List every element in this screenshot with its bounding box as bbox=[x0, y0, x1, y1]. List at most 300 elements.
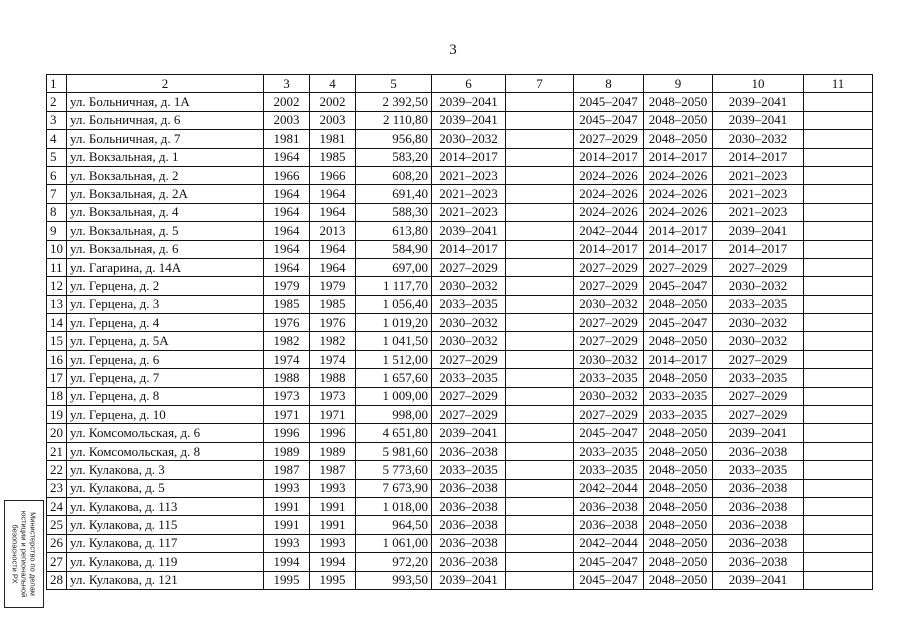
table-row bbox=[47, 185, 873, 203]
table-cell: 2042–2044 bbox=[574, 222, 644, 240]
registration-stamp bbox=[4, 500, 44, 608]
table-cell: 2014–2017 bbox=[644, 350, 713, 368]
table-cell bbox=[804, 111, 873, 129]
table-cell: 2027–2029 bbox=[713, 387, 804, 405]
table-cell: 2045–2047 bbox=[574, 571, 644, 589]
table-cell: 2045–2047 bbox=[644, 277, 713, 295]
table-cell: 2036–2038 bbox=[432, 442, 506, 460]
table-cell: 2036–2038 bbox=[713, 516, 804, 534]
table-cell: 1 009,00 bbox=[356, 387, 432, 405]
table-row bbox=[47, 516, 873, 534]
table-cell: 4 bbox=[47, 130, 67, 148]
table-cell: 2027–2029 bbox=[574, 130, 644, 148]
housing-registry-table bbox=[46, 74, 873, 590]
table-cell: 1995 bbox=[264, 571, 310, 589]
table-cell: 2048–2050 bbox=[644, 130, 713, 148]
table-cell: 2036–2038 bbox=[432, 516, 506, 534]
table-row bbox=[47, 534, 873, 552]
table-cell: 972,20 bbox=[356, 553, 432, 571]
table-cell: ул. Кулакова, д. 121 bbox=[67, 571, 264, 589]
table-cell: 2036–2038 bbox=[432, 553, 506, 571]
table-cell: 2048–2050 bbox=[644, 534, 713, 552]
table-cell: ул. Герцена, д. 5А bbox=[67, 332, 264, 350]
table-cell bbox=[804, 369, 873, 387]
table-cell: 691,40 bbox=[356, 185, 432, 203]
table-cell: 1995 bbox=[310, 571, 356, 589]
table-cell: 2 392,50 bbox=[356, 93, 432, 111]
table-cell: 998,00 bbox=[356, 406, 432, 424]
table-cell: 2033–2035 bbox=[574, 369, 644, 387]
table-cell: 2014–2017 bbox=[713, 148, 804, 166]
table-cell: 1988 bbox=[264, 369, 310, 387]
table-cell bbox=[506, 295, 574, 313]
table-cell: 2021–2023 bbox=[432, 203, 506, 221]
table-cell bbox=[506, 350, 574, 368]
table-cell: 1973 bbox=[310, 387, 356, 405]
table-cell: 22 bbox=[47, 461, 67, 479]
table-cell: 1993 bbox=[310, 479, 356, 497]
table-cell bbox=[506, 461, 574, 479]
table-cell: ул. Герцена, д. 8 bbox=[67, 387, 264, 405]
table-cell: ул. Кулакова, д. 115 bbox=[67, 516, 264, 534]
table-cell: 2027–2029 bbox=[432, 350, 506, 368]
header-cell: 7 bbox=[506, 75, 574, 93]
table-cell: 2039–2041 bbox=[432, 93, 506, 111]
table-cell: 2024–2026 bbox=[574, 166, 644, 184]
table-cell: 1971 bbox=[310, 406, 356, 424]
table-cell: 2048–2050 bbox=[644, 461, 713, 479]
table-cell: 2036–2038 bbox=[432, 479, 506, 497]
table-cell: 2014–2017 bbox=[644, 148, 713, 166]
table-cell: 1991 bbox=[264, 497, 310, 515]
table-cell: 1993 bbox=[264, 534, 310, 552]
table-cell: 2039–2041 bbox=[713, 111, 804, 129]
table-cell: 4 651,80 bbox=[356, 424, 432, 442]
table-cell: ул. Герцена, д. 3 bbox=[67, 295, 264, 313]
table-cell: 1974 bbox=[310, 350, 356, 368]
table-cell: 18 bbox=[47, 387, 67, 405]
table-cell: 2033–2035 bbox=[432, 295, 506, 313]
table-cell: ул. Кулакова, д. 3 bbox=[67, 461, 264, 479]
table-cell: 13 bbox=[47, 295, 67, 313]
table-cell: 2027–2029 bbox=[574, 406, 644, 424]
table-cell: 1981 bbox=[310, 130, 356, 148]
header-cell: 3 bbox=[264, 75, 310, 93]
table-cell: 8 bbox=[47, 203, 67, 221]
table-cell: 21 bbox=[47, 442, 67, 460]
table-cell: 2013 bbox=[310, 222, 356, 240]
table-cell: 1994 bbox=[310, 553, 356, 571]
table-cell: 2036–2038 bbox=[432, 497, 506, 515]
table-cell: ул. Вокзальная, д. 2 bbox=[67, 166, 264, 184]
table-row bbox=[47, 369, 873, 387]
table-cell: 2030–2032 bbox=[713, 277, 804, 295]
table-cell: 2042–2044 bbox=[574, 479, 644, 497]
table-cell: 2039–2041 bbox=[713, 424, 804, 442]
table-cell: 26 bbox=[47, 534, 67, 552]
table-row bbox=[47, 295, 873, 313]
table-cell: 2048–2050 bbox=[644, 424, 713, 442]
table-row bbox=[47, 424, 873, 442]
table-cell: 1991 bbox=[264, 516, 310, 534]
table-cell: 2033–2035 bbox=[432, 369, 506, 387]
table-cell bbox=[506, 516, 574, 534]
table-cell: ул. Вокзальная, д. 1 bbox=[67, 148, 264, 166]
table-cell: 1 041,50 bbox=[356, 332, 432, 350]
table-cell: 2033–2035 bbox=[713, 369, 804, 387]
stamp-text bbox=[11, 502, 38, 606]
table-cell: 2039–2041 bbox=[432, 571, 506, 589]
table-cell: ул. Комсомольская, д. 6 bbox=[67, 424, 264, 442]
table-cell bbox=[804, 93, 873, 111]
table-cell: ул. Кулакова, д. 117 bbox=[67, 534, 264, 552]
table-cell: 2 bbox=[47, 93, 67, 111]
table-cell: 697,00 bbox=[356, 258, 432, 276]
table-cell: 1979 bbox=[264, 277, 310, 295]
table-cell: 2027–2029 bbox=[713, 406, 804, 424]
table-cell bbox=[804, 479, 873, 497]
table-cell bbox=[804, 185, 873, 203]
table-cell: 1991 bbox=[310, 516, 356, 534]
table-cell: ул. Герцена, д. 10 bbox=[67, 406, 264, 424]
table-cell: 2014–2017 bbox=[644, 240, 713, 258]
table-cell: 2027–2029 bbox=[574, 314, 644, 332]
table-cell bbox=[804, 571, 873, 589]
page-number: 3 bbox=[449, 42, 457, 58]
table-row bbox=[47, 406, 873, 424]
table-cell: 1987 bbox=[264, 461, 310, 479]
table-cell: 2027–2029 bbox=[574, 332, 644, 350]
table-cell: 1973 bbox=[264, 387, 310, 405]
table-cell: ул. Вокзальная, д. 6 bbox=[67, 240, 264, 258]
table-cell: ул. Комсомольская, д. 8 bbox=[67, 442, 264, 460]
table-cell: 2045–2047 bbox=[574, 553, 644, 571]
table-cell: 2024–2026 bbox=[644, 166, 713, 184]
table-cell bbox=[804, 166, 873, 184]
stamp-line: юстиции и региональной bbox=[19, 510, 29, 598]
table-cell: 1 019,20 bbox=[356, 314, 432, 332]
table-cell bbox=[506, 166, 574, 184]
table-row bbox=[47, 148, 873, 166]
table-cell: 1964 bbox=[264, 148, 310, 166]
table-cell bbox=[804, 534, 873, 552]
table-cell: 2027–2029 bbox=[574, 277, 644, 295]
table-cell bbox=[804, 295, 873, 313]
table-cell bbox=[506, 222, 574, 240]
table-cell: 1985 bbox=[310, 148, 356, 166]
table-cell: 2027–2029 bbox=[713, 350, 804, 368]
table-cell: 964,50 bbox=[356, 516, 432, 534]
table-cell: 2014–2017 bbox=[644, 222, 713, 240]
table-cell: 1 512,00 bbox=[356, 350, 432, 368]
table-cell: 1985 bbox=[264, 295, 310, 313]
table-cell: 2033–2035 bbox=[713, 461, 804, 479]
table-row bbox=[47, 203, 873, 221]
header-cell: 8 bbox=[574, 75, 644, 93]
table-cell: ул. Вокзальная, д. 2А bbox=[67, 185, 264, 203]
table-cell: 1971 bbox=[264, 406, 310, 424]
table-cell: 1989 bbox=[310, 442, 356, 460]
table-cell: 2036–2038 bbox=[713, 497, 804, 515]
table-cell: 2030–2032 bbox=[574, 387, 644, 405]
table-cell: 2014–2017 bbox=[432, 240, 506, 258]
table-row bbox=[47, 571, 873, 589]
table-cell: 2003 bbox=[264, 111, 310, 129]
table-cell bbox=[506, 387, 574, 405]
table-cell bbox=[506, 314, 574, 332]
table-cell bbox=[804, 406, 873, 424]
table-cell: 1985 bbox=[310, 295, 356, 313]
table-cell: 2024–2026 bbox=[574, 185, 644, 203]
table-cell: 1988 bbox=[310, 369, 356, 387]
table-cell bbox=[506, 406, 574, 424]
table-cell: 2036–2038 bbox=[713, 479, 804, 497]
table-cell: 993,50 bbox=[356, 571, 432, 589]
table-cell: 1 117,70 bbox=[356, 277, 432, 295]
table-cell: 10 bbox=[47, 240, 67, 258]
table-cell bbox=[804, 148, 873, 166]
table-cell: 7 bbox=[47, 185, 67, 203]
table-cell: 613,80 bbox=[356, 222, 432, 240]
table-cell: 1964 bbox=[264, 258, 310, 276]
table-cell: 1966 bbox=[264, 166, 310, 184]
table-cell: 12 bbox=[47, 277, 67, 295]
table-cell bbox=[506, 424, 574, 442]
table-cell: 9 bbox=[47, 222, 67, 240]
table-cell: 1964 bbox=[310, 185, 356, 203]
table-cell: ул. Герцена, д. 7 bbox=[67, 369, 264, 387]
table-cell: 23 bbox=[47, 479, 67, 497]
table-cell bbox=[804, 497, 873, 515]
table-cell: 14 bbox=[47, 314, 67, 332]
table-cell bbox=[506, 442, 574, 460]
table-cell: 2021–2023 bbox=[432, 185, 506, 203]
table-cell bbox=[506, 479, 574, 497]
table-cell: 1982 bbox=[264, 332, 310, 350]
header-cell: 2 bbox=[67, 75, 264, 93]
table-cell: 2024–2026 bbox=[644, 203, 713, 221]
table-cell: 2030–2032 bbox=[713, 332, 804, 350]
table-row bbox=[47, 461, 873, 479]
table-cell: 1989 bbox=[264, 442, 310, 460]
table-cell: ул. Герцена, д. 6 bbox=[67, 350, 264, 368]
table-cell: 1994 bbox=[264, 553, 310, 571]
table-cell: 1964 bbox=[264, 240, 310, 258]
table-cell: 1 657,60 bbox=[356, 369, 432, 387]
table-cell: 2027–2029 bbox=[432, 387, 506, 405]
table-cell bbox=[506, 111, 574, 129]
table-cell: 2036–2038 bbox=[713, 442, 804, 460]
table-cell bbox=[506, 553, 574, 571]
table-cell: 608,20 bbox=[356, 166, 432, 184]
stamp-line: Министерство по делам bbox=[28, 512, 38, 596]
table-row bbox=[47, 93, 873, 111]
table-cell: 19 bbox=[47, 406, 67, 424]
table-cell: 583,20 bbox=[356, 148, 432, 166]
header-cell: 1 bbox=[47, 75, 67, 93]
table-row bbox=[47, 332, 873, 350]
table-cell: 2048–2050 bbox=[644, 553, 713, 571]
table-cell: 2048–2050 bbox=[644, 442, 713, 460]
table-cell: 1 056,40 bbox=[356, 295, 432, 313]
header-cell: 11 bbox=[804, 75, 873, 93]
table-cell: 2021–2023 bbox=[713, 166, 804, 184]
table-cell bbox=[506, 148, 574, 166]
table-cell: ул. Герцена, д. 4 bbox=[67, 314, 264, 332]
table-cell: 1976 bbox=[310, 314, 356, 332]
table-cell bbox=[506, 534, 574, 552]
table-cell: 1987 bbox=[310, 461, 356, 479]
table-row bbox=[47, 314, 873, 332]
table-cell: 1991 bbox=[310, 497, 356, 515]
table-cell: 2033–2035 bbox=[713, 295, 804, 313]
table-cell: 956,80 bbox=[356, 130, 432, 148]
table-cell: 2021–2023 bbox=[713, 185, 804, 203]
table-cell: 2036–2038 bbox=[432, 534, 506, 552]
table-cell bbox=[506, 203, 574, 221]
table-cell: 1966 bbox=[310, 166, 356, 184]
header-cell: 5 bbox=[356, 75, 432, 93]
table-cell: ул. Кулакова, д. 113 bbox=[67, 497, 264, 515]
table-cell: 2042–2044 bbox=[574, 534, 644, 552]
table-cell: 1964 bbox=[310, 258, 356, 276]
table-cell: 11 bbox=[47, 258, 67, 276]
table-cell: 2014–2017 bbox=[432, 148, 506, 166]
header-cell: 6 bbox=[432, 75, 506, 93]
table-cell: 5 981,60 bbox=[356, 442, 432, 460]
table-cell bbox=[804, 130, 873, 148]
table-cell: 2 110,80 bbox=[356, 111, 432, 129]
table-cell: 2039–2041 bbox=[713, 222, 804, 240]
table-cell: 1964 bbox=[264, 222, 310, 240]
table-cell: 2030–2032 bbox=[574, 350, 644, 368]
table-cell: 2030–2032 bbox=[574, 295, 644, 313]
table-cell: 24 bbox=[47, 497, 67, 515]
header-cell: 9 bbox=[644, 75, 713, 93]
table-row bbox=[47, 497, 873, 515]
table-cell bbox=[804, 277, 873, 295]
table-cell: 2021–2023 bbox=[713, 203, 804, 221]
table-cell: 1964 bbox=[264, 203, 310, 221]
table-cell bbox=[506, 571, 574, 589]
table-cell: ул. Герцена, д. 2 bbox=[67, 277, 264, 295]
table-cell: 1 061,00 bbox=[356, 534, 432, 552]
table-cell: 20 bbox=[47, 424, 67, 442]
table-cell: 2045–2047 bbox=[574, 424, 644, 442]
table-cell bbox=[506, 369, 574, 387]
table-cell: 2048–2050 bbox=[644, 93, 713, 111]
table-cell: 2002 bbox=[310, 93, 356, 111]
table-row bbox=[47, 222, 873, 240]
table-cell: 2030–2032 bbox=[432, 130, 506, 148]
table-cell: 6 bbox=[47, 166, 67, 184]
table-cell: 1993 bbox=[310, 534, 356, 552]
table-cell: 2027–2029 bbox=[574, 258, 644, 276]
table-cell: 1 018,00 bbox=[356, 497, 432, 515]
table-cell: 2003 bbox=[310, 111, 356, 129]
table-cell bbox=[506, 497, 574, 515]
table-cell: 1964 bbox=[310, 240, 356, 258]
table-cell: 15 bbox=[47, 332, 67, 350]
table-cell bbox=[506, 332, 574, 350]
table-cell: 1979 bbox=[310, 277, 356, 295]
table-cell: 2014–2017 bbox=[713, 240, 804, 258]
table-cell: 2036–2038 bbox=[574, 516, 644, 534]
table-cell: 1976 bbox=[264, 314, 310, 332]
table-cell: 2048–2050 bbox=[644, 516, 713, 534]
table-cell: 2027–2029 bbox=[713, 258, 804, 276]
table-cell: 2030–2032 bbox=[713, 130, 804, 148]
table-cell: 1996 bbox=[264, 424, 310, 442]
table-cell: 25 bbox=[47, 516, 67, 534]
table-cell: 2048–2050 bbox=[644, 479, 713, 497]
table-row bbox=[47, 166, 873, 184]
table-cell: 28 bbox=[47, 571, 67, 589]
table-cell: 2027–2029 bbox=[644, 258, 713, 276]
table-cell: 2024–2026 bbox=[574, 203, 644, 221]
table-cell: 2030–2032 bbox=[432, 332, 506, 350]
table-cell: 2030–2032 bbox=[432, 277, 506, 295]
table-cell bbox=[804, 240, 873, 258]
table-cell: 2039–2041 bbox=[432, 424, 506, 442]
table-cell: ул. Гагарина, д. 14А bbox=[67, 258, 264, 276]
table-cell bbox=[506, 185, 574, 203]
table-cell: 2033–2035 bbox=[644, 387, 713, 405]
table-cell: 2048–2050 bbox=[644, 497, 713, 515]
table-cell: 2045–2047 bbox=[644, 314, 713, 332]
table-row bbox=[47, 111, 873, 129]
table-cell: 2048–2050 bbox=[644, 111, 713, 129]
table-cell: ул. Больничная, д. 6 bbox=[67, 111, 264, 129]
table-cell: 2036–2038 bbox=[574, 497, 644, 515]
table-cell bbox=[804, 424, 873, 442]
table-row bbox=[47, 350, 873, 368]
header-cell: 10 bbox=[713, 75, 804, 93]
table-cell: 1993 bbox=[264, 479, 310, 497]
table-cell: 2033–2035 bbox=[574, 461, 644, 479]
table-cell: 2024–2026 bbox=[644, 185, 713, 203]
table-cell bbox=[506, 277, 574, 295]
table-cell: 2030–2032 bbox=[432, 314, 506, 332]
table-row bbox=[47, 258, 873, 276]
table-cell: 16 bbox=[47, 350, 67, 368]
table-cell: 2036–2038 bbox=[713, 553, 804, 571]
table-cell: 1981 bbox=[264, 130, 310, 148]
table-cell: 2033–2035 bbox=[432, 461, 506, 479]
table-cell: 2002 bbox=[264, 93, 310, 111]
table-row bbox=[47, 130, 873, 148]
table-cell: 588,30 bbox=[356, 203, 432, 221]
table-cell: 2048–2050 bbox=[644, 369, 713, 387]
table-cell: 27 bbox=[47, 553, 67, 571]
table-cell: 2014–2017 bbox=[574, 240, 644, 258]
table-cell: ул. Больничная, д. 7 bbox=[67, 130, 264, 148]
table-cell bbox=[804, 314, 873, 332]
table-row bbox=[47, 442, 873, 460]
table-cell: 2039–2041 bbox=[713, 93, 804, 111]
table-cell: ул. Кулакова, д. 119 bbox=[67, 553, 264, 571]
table-row bbox=[47, 240, 873, 258]
table-cell bbox=[804, 442, 873, 460]
table-cell: 1964 bbox=[310, 203, 356, 221]
table-cell bbox=[804, 350, 873, 368]
table-row bbox=[47, 277, 873, 295]
table-cell bbox=[804, 516, 873, 534]
table-cell: 1996 bbox=[310, 424, 356, 442]
table-cell: ул. Больничная, д. 1А bbox=[67, 93, 264, 111]
table-cell bbox=[804, 461, 873, 479]
table-cell bbox=[804, 203, 873, 221]
